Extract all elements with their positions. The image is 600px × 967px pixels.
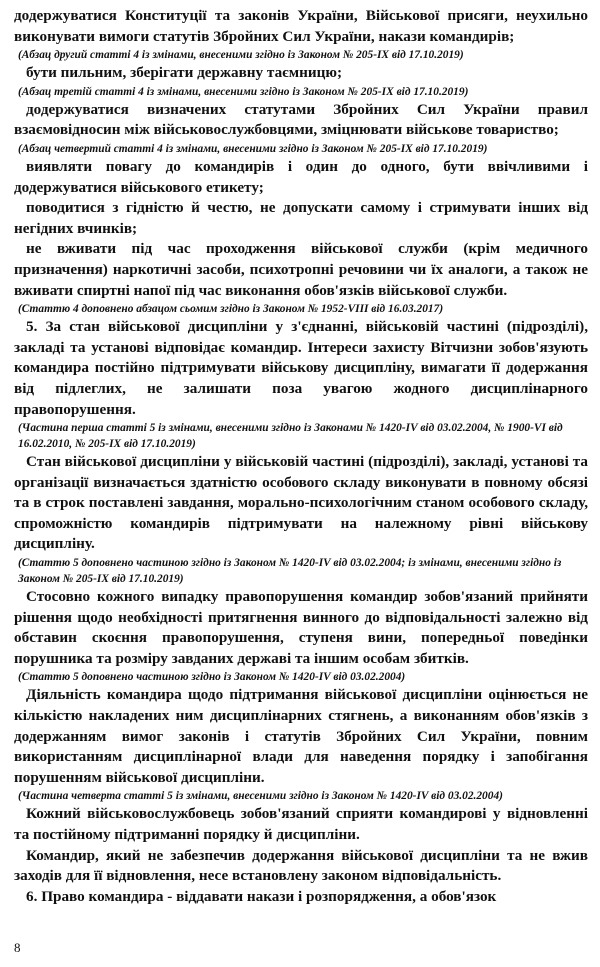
body-paragraph: додержуватися Конституції та законів України, Військової присяги, неухильно виконувати вимоги статутів Збройних Сил України, накази командирів; <box>14 7 588 45</box>
body-paragraph: 5. За стан військової дисципліни у з'єднанні, військовій частині (підрозділі), закладі та установі відповідає командир. Інтереси захисту Вітчизни зобов'язують командира постійно підтримувати військову дисципліну, вимагати її додержання від підлеглих, не залишати поза увагою жодного дисциплінарного правопорушення. <box>14 318 588 418</box>
body-paragraph: додержуватися визначених статутами Збройних Сил України правил взаємовідносин між військовослужбовцями, зміцнювати військове товариство; <box>14 100 588 139</box>
amendment-note: (Абзац третій статті 4 із змінами, внесеними згідно із Законом № 205-IX від 17.10.2019) <box>18 85 469 98</box>
body-paragraph: поводитися з гідністю й честю, не допускати самому і стримувати інших від негідних вчинків; <box>14 199 588 237</box>
body-paragraph: Командир, який не забезпечив додержання військової дисципліни та не вжив заходів для її відновлення, несе встановлену законом відповідальність. <box>14 846 588 885</box>
amendment-note: (Статтю 5 доповнено частиною згідно із Законом № 1420-IV від 03.02.2004) <box>18 671 406 684</box>
page-number: 8 <box>14 940 21 955</box>
amendment-note: (Частина перша статті 5 із змінами, внесеними згідно із Законами № 1420-IV від 03.02.2004, № 1900-VI від 16.02.2010, № 205-IX від 17.10.2019) <box>18 422 563 451</box>
body-paragraph: виявляти повагу до командирів і один до одного, бути ввічливими і додержуватися військового етикету; <box>14 157 588 196</box>
amendment-note: (Абзац четвертий статті 4 із змінами, внесеними згідно із Законом № 205-IX від 17.10.2019) <box>18 142 488 155</box>
body-paragraph: 6. Право командира - віддавати накази і розпорядження, а обов'язок <box>26 887 497 905</box>
amendment-note: (Частина четверта статті 5 із змінами, внесеними згідно із Законом № 1420-IV від 03.02.2004) <box>18 790 503 803</box>
body-paragraph: не вживати під час проходження військової служби (крім медичного призначення) наркотичні засоби, психотропні речовини чи їх аналоги, а також не вживати спиртні напої під час виконання обов'язків військової служби. <box>14 240 588 299</box>
body-paragraph: бути пильним, зберігати державну таємницю; <box>26 64 343 82</box>
amendment-note: (Статтю 5 доповнено частиною згідно із Законом № 1420-IV від 03.02.2004; із змінами, внесеними згідно із Законом № 205-IX від 17.10.2019) <box>18 557 562 586</box>
document-page <box>14 6 588 907</box>
body-paragraph: Кожний військовослужбовець зобов'язаний сприяти командирові у відновленні та постійному підтриманні порядку й дисципліни. <box>14 805 588 843</box>
amendment-note: (Статтю 4 доповнено абзацом сьомим згідно із Законом № 1952-VIII від 16.03.2017) <box>18 303 444 316</box>
body-paragraph: Стосовно кожного випадку правопорушення командир зобов'язаний прийняти рішення щодо необхідності притягнення винного до відповідальності залежно від обставин скоєння правопорушення, ступеня вини, попередньої поведінки порушника та розміру завданих державі та іншим особам збитків. <box>14 588 588 667</box>
body-paragraph: Стан військової дисципліни у військовій частині (підрозділі), закладі, установі та організації визначається здатністю особового складу виконувати в повному обсязі та в строк поставлені завдання, морально-психологічним станом особового складу, спроможністю командирів підтримувати на належному рівні військову дисципліну. <box>14 453 588 553</box>
amendment-note: (Абзац другий статті 4 із змінами, внесеними згідно із Законом № 205-IX від 17.10.2019) <box>18 49 464 62</box>
body-paragraph: Діяльність командира щодо підтримання військової дисципліни оцінюється не кількістю накладених ним дисциплінарних стягнень, а виконанням обов'язків з додержанням вимог законів і статутів Збройних Сил України, повним використанням дисциплінарної влади для наведення порядку і запобігання порушенням військової дисципліни. <box>14 686 588 786</box>
